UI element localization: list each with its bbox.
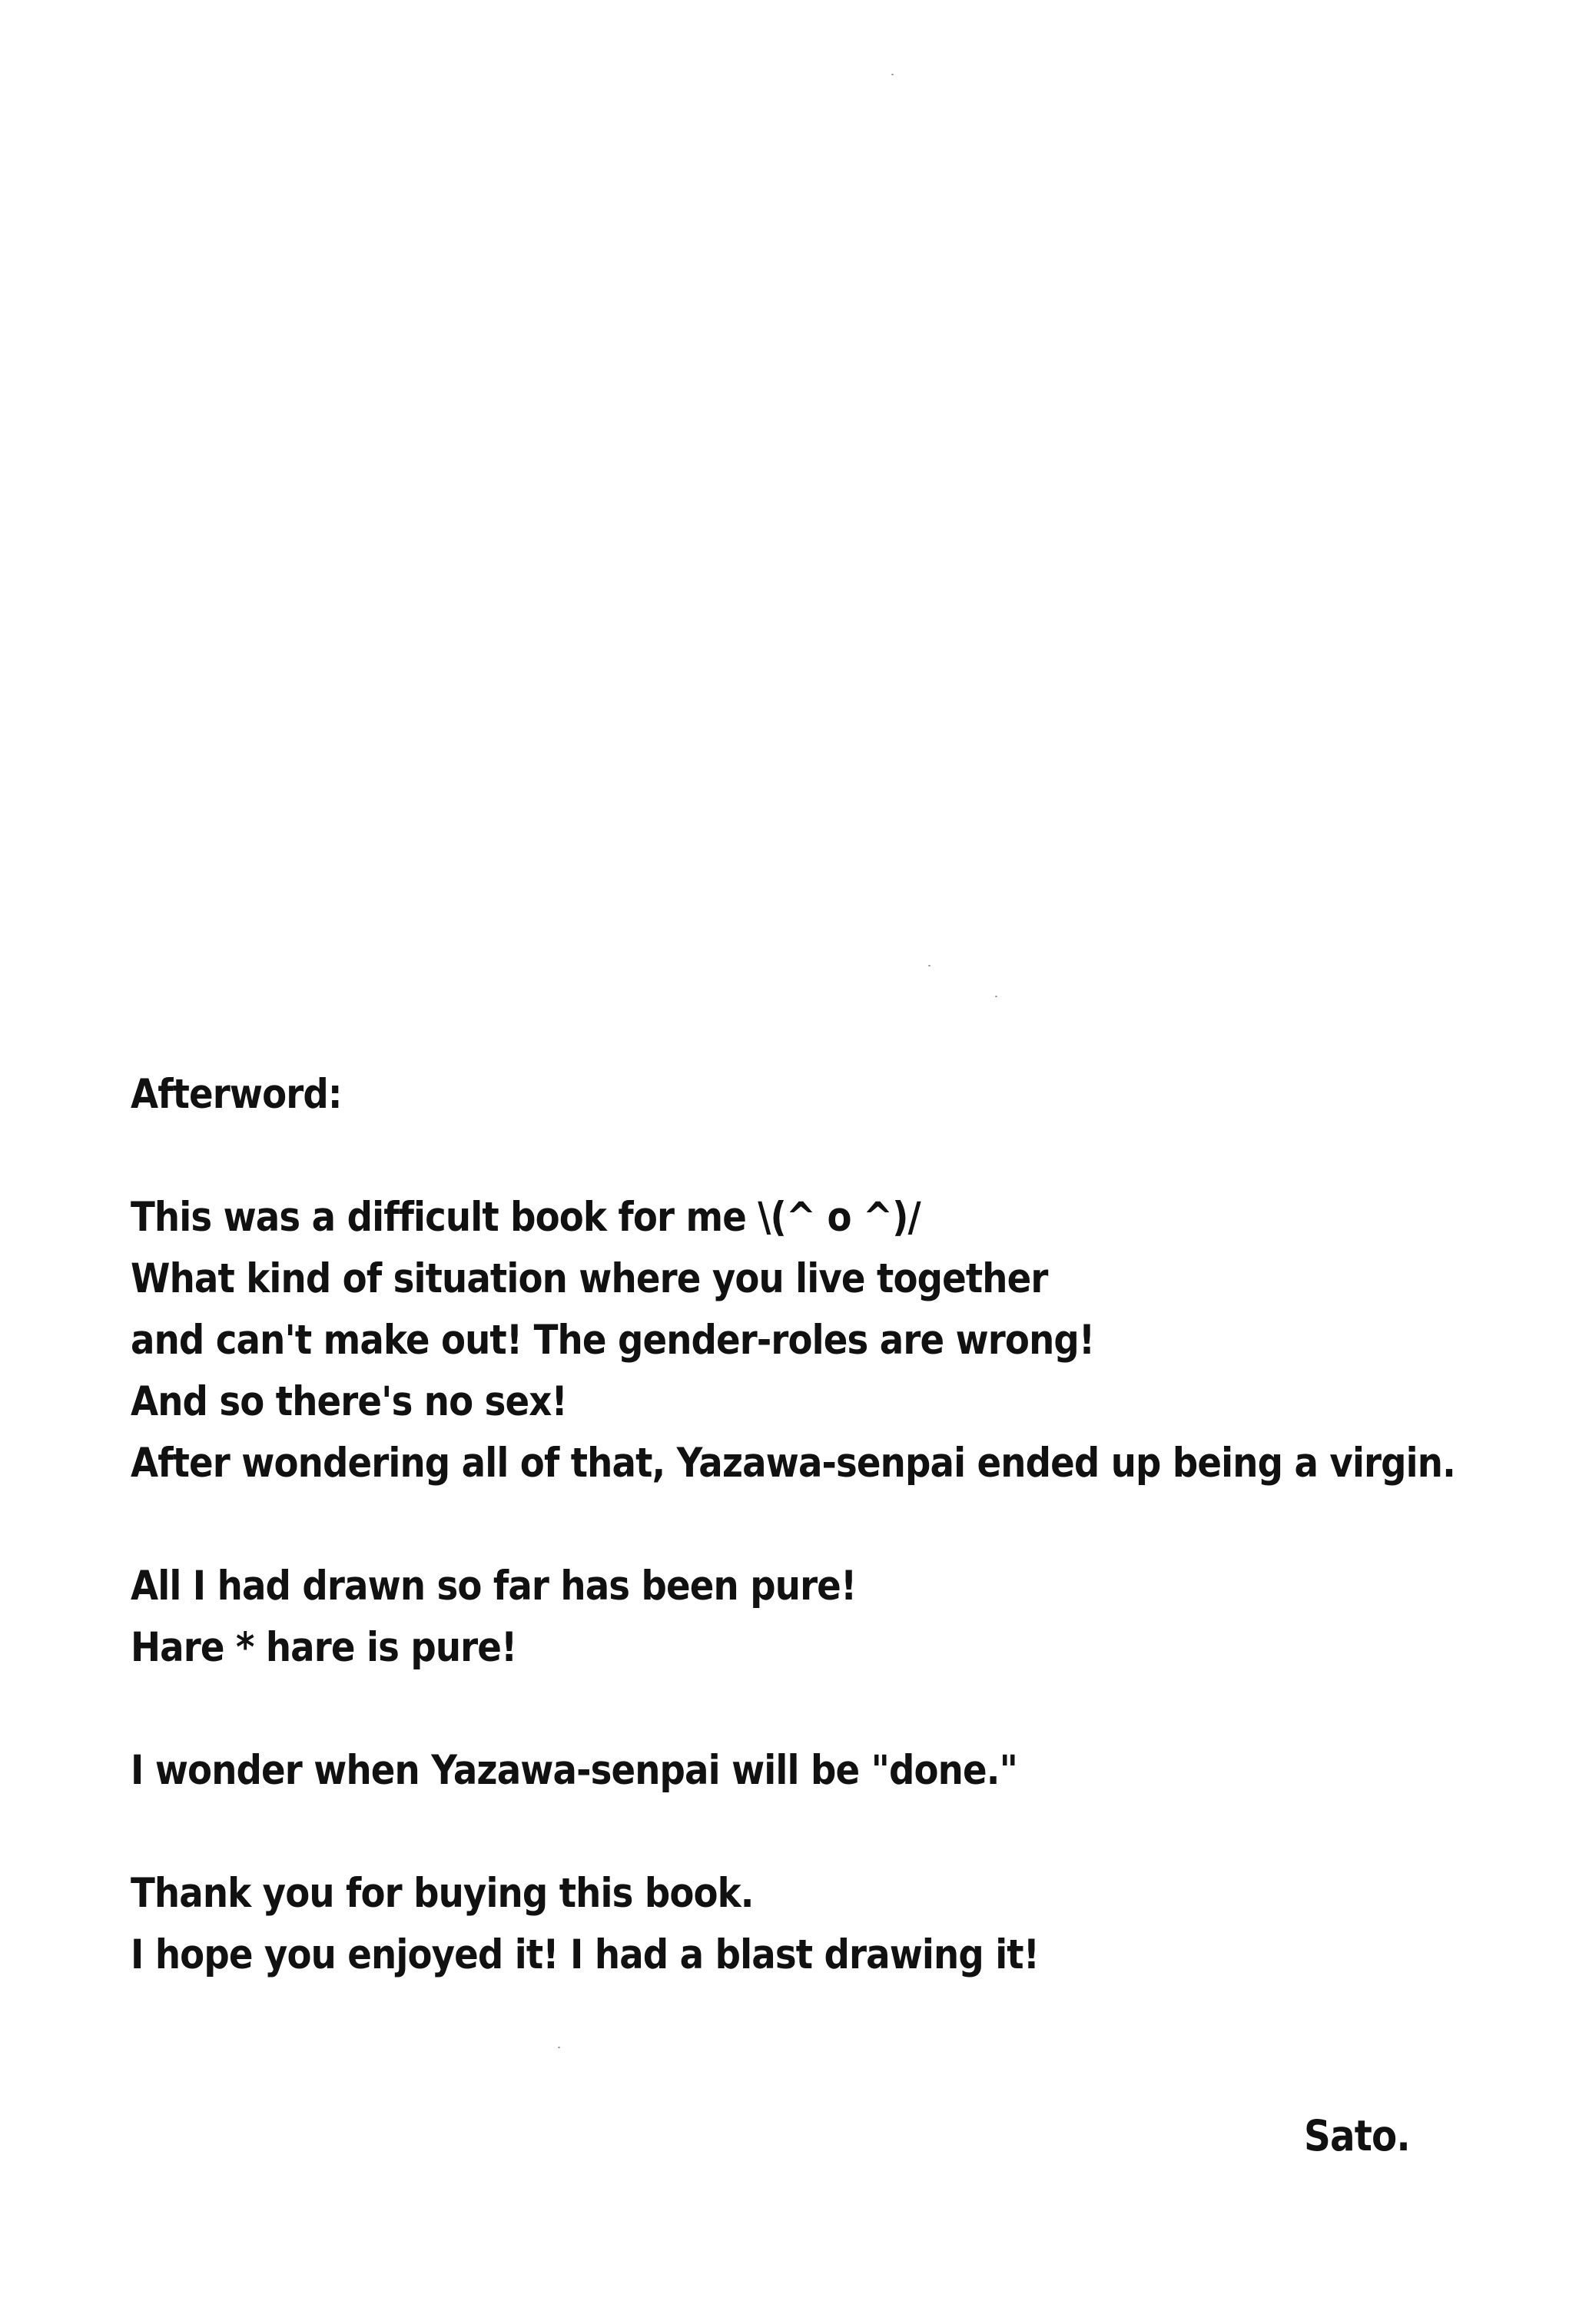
paragraph-2 xyxy=(131,1556,1514,1679)
text-line: I wonder when Yazawa-senpai will be "done." xyxy=(131,1747,1018,1794)
text-line: And so there's no sex! xyxy=(131,1378,567,1425)
paragraph-gap xyxy=(131,1494,1514,1556)
text-line: I hope you enjoyed it! I had a blast drawing it! xyxy=(131,1931,1040,1978)
paragraph-3 xyxy=(131,1740,1514,1802)
text-line: After wondering all of that, Yazawa-senpai ended up being a virgin. xyxy=(131,1440,1455,1487)
scan-speck xyxy=(891,74,894,75)
paragraph-gap xyxy=(131,1126,1514,1187)
afterword-text xyxy=(131,1064,1514,1986)
text-line: Thank you for buying this book. xyxy=(131,1870,754,1917)
paragraph-gap xyxy=(131,1802,1514,1863)
text-line: and can't make out! The gender-roles are wrong! xyxy=(131,1317,1095,1364)
text-line: This was a difficult book for me \(^ o ^)/ xyxy=(131,1194,921,1241)
paragraph-4 xyxy=(131,1863,1514,1986)
text-line: All I had drawn so far has been pure! xyxy=(131,1563,857,1610)
paragraph-1 xyxy=(131,1187,1514,1494)
author-signature: Sato. xyxy=(1304,2111,1410,2160)
scan-speck xyxy=(558,2047,560,2048)
text-line: Hare * hare is pure! xyxy=(131,1624,517,1671)
text-line: What kind of situation where you live together xyxy=(131,1255,1048,1302)
paragraph-gap xyxy=(131,1679,1514,1740)
scan-speck xyxy=(928,965,931,966)
scan-speck xyxy=(995,996,997,997)
afterword-heading: Afterword: xyxy=(131,1071,342,1118)
